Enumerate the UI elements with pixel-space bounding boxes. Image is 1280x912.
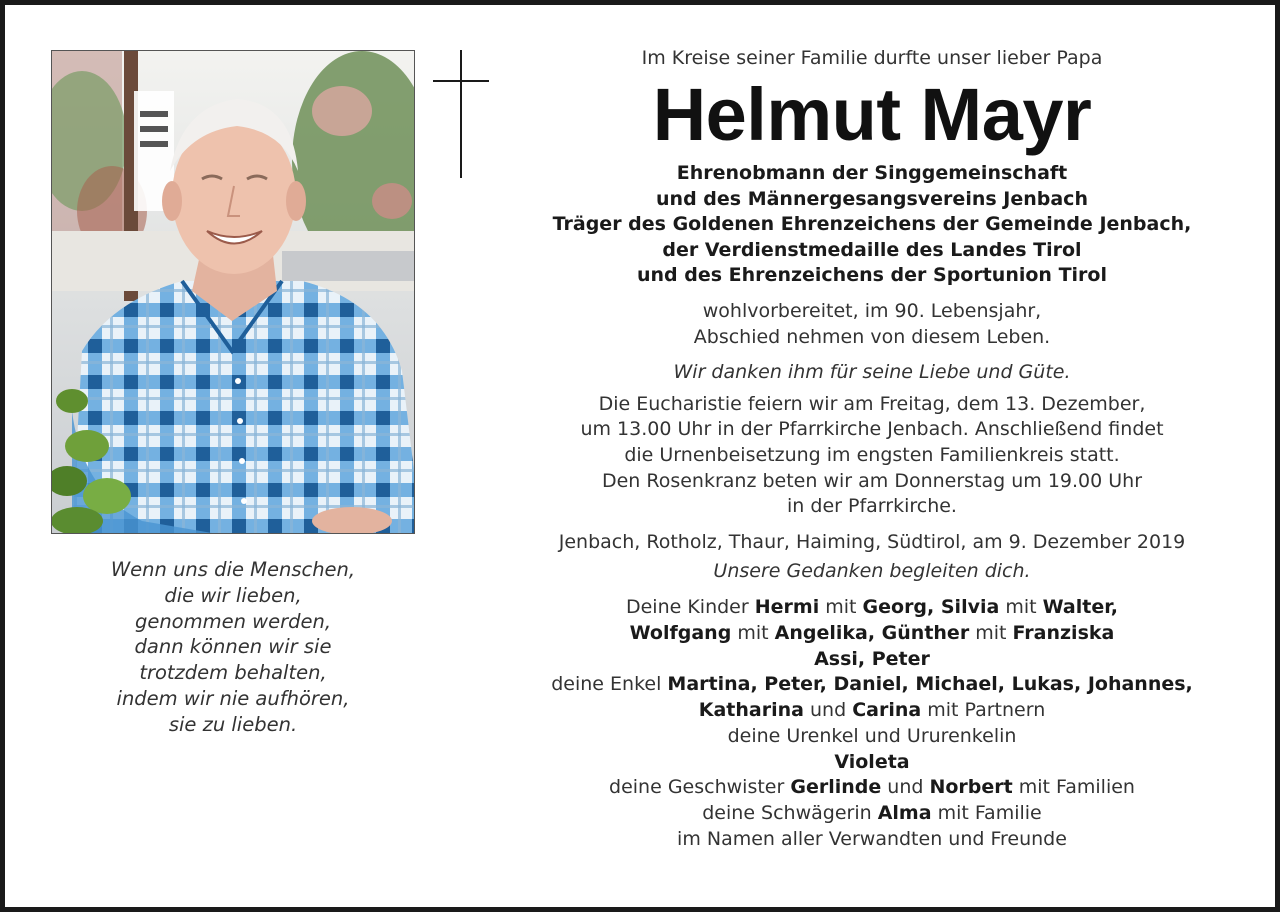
mourner-text: mit Familie [931,802,1042,825]
service-line: in der Pfarrkirche. [787,495,957,518]
mourner-name: Katharina [698,699,804,722]
mourner-text: und [803,699,853,722]
mourner-text: mit [731,621,775,644]
place-and-date: Jenbach, Rotholz, Thaur, Haiming, Südtirol, am 9. Dezember 2019 [558,530,1186,553]
honors-list [505,161,1239,289]
mourner-text: im Namen aller Verwandten und Freunde [677,828,1067,851]
mourner-text: deine Schwägerin [702,802,878,825]
mourners-line [505,698,1239,724]
mourner-text: mit [819,595,863,618]
mourner-name: Martina, Peter, Daniel, Michael, Lukas, Johannes, [667,673,1193,696]
mourners-line [505,750,1239,776]
mourner-text: und [881,776,930,799]
honor-line: der Verdienstmedaille des Landes Tirol [662,238,1082,261]
poem-line: trotzdem behalten, [139,661,327,685]
mourner-text: Deine Kinder [625,595,755,618]
notice-text [505,45,1239,853]
mourner-name: Alma [877,802,932,825]
thanks-text: Wir danken ihm für seine Liebe und Güte. [673,361,1071,384]
mourner-text: deine Urenkel und Ururenkelin [727,724,1017,747]
mourners-line [505,724,1239,750]
mourners-line [505,621,1239,647]
mourner-name: Franziska [1012,621,1115,644]
mourner-text: deine Enkel [551,673,668,696]
mourners-line [505,595,1239,621]
mourner-name: Hermi [754,595,820,618]
portrait-photo [51,50,415,534]
mourners-line [505,647,1239,673]
farewell-text [505,299,1239,350]
mourner-name: Angelika, Günther [774,621,970,644]
mourner-text: mit [999,595,1043,618]
honor-line: und des Männergesangsvereins Jenbach [656,187,1088,210]
honor-line: Ehrenobmann der Singgemeinschaft [676,162,1068,184]
poem-line: dann können wir sie [134,635,332,659]
memorial-poem [65,557,401,738]
mourners-line [505,672,1239,698]
service-line: um 13.00 Uhr in der Pfarrkirche Jenbach. Anschließend findet [580,418,1164,441]
mourner-name: Gerlinde [790,776,882,799]
mourner-name: Wolfgang [629,621,732,644]
thoughts-text: Unsere Gedanken begleiten dich. [713,560,1031,583]
service-line: Den Rosenkranz beten wir am Donnerstag um 19.00 Uhr [601,469,1143,492]
mourners-line [505,827,1239,853]
poem-line: indem wir nie aufhören, [116,686,350,710]
poem-line: die wir lieben, [164,583,302,607]
farewell-line: wohlvorbereitet, im 90. Lebensjahr, [702,299,1042,322]
mourner-text: mit Partnern [921,699,1046,722]
honor-line: Träger des Goldenen Ehrenzeichens der Gemeinde Jenbach, [552,213,1192,236]
farewell-line: Abschied nehmen von diesem Leben. [693,325,1051,348]
mourners-line [505,801,1239,827]
mourner-name: Norbert [929,776,1013,799]
intro-text: Im Kreise seiner Familie durfte unser lieber Papa [641,47,1103,69]
poem-line: Wenn uns die Menschen, [110,558,356,581]
mourner-text: deine Geschwister [609,776,791,799]
mourner-name: Assi, Peter [814,647,930,670]
deceased-name: Helmut Mayr [652,73,1092,156]
service-line: Die Eucharistie feiern wir am Freitag, dem 13. Dezember, [598,392,1146,415]
mourner-name: Carina [852,699,922,722]
mourner-name: Georg, Silvia [862,595,1000,618]
honor-line: und des Ehrenzeichens der Sportunion Tirol [637,264,1107,287]
poem-line: genommen werden, [134,609,332,633]
service-info [505,392,1239,520]
mourner-name: Violeta [834,750,910,773]
mourner-name: Walter, [1042,595,1119,618]
mourner-text: mit Familien [1012,776,1135,799]
mourners-line [505,775,1239,801]
mourner-text: mit [969,621,1013,644]
cross-icon [433,50,493,184]
mourners-list [505,595,1239,853]
service-line: die Urnenbeisetzung im engsten Familienkreis statt. [624,443,1120,466]
poem-line: sie zu lieben. [168,712,298,736]
